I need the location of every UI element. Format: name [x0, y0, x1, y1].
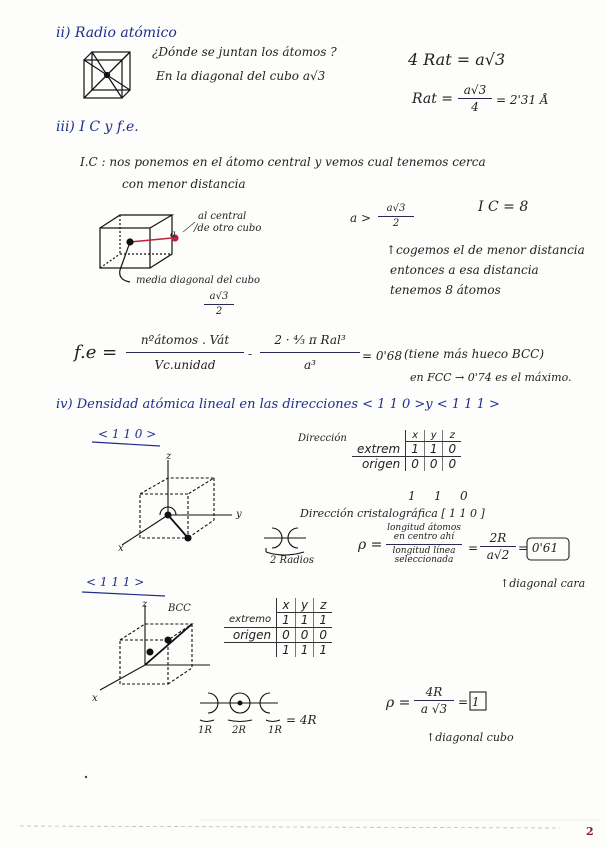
cube-111-sketch	[100, 605, 210, 690]
ic-media-fraction	[204, 292, 234, 317]
fe-lhs: f.e =	[74, 342, 118, 363]
ic-result: I C = 8	[478, 199, 529, 215]
atoms-4r-sketch	[200, 693, 280, 722]
fe-num1: nºátomos . Vát	[140, 333, 230, 347]
dir110-table: x y z extrem 1 1 0 origen 0 0 0	[352, 430, 461, 471]
radio-answer: En la diagonal del cubo a√3	[156, 69, 326, 83]
ic-cube-sketch	[100, 215, 178, 282]
ic-ineq: a >	[350, 211, 372, 225]
section-iv-heading: iv) Densidad atómica lineal en las direcciones < 1 1 0 >y < 1 1 1 >	[56, 397, 500, 412]
ic-ineq-num: a√3	[386, 203, 406, 214]
ic-label-central: al central	[198, 211, 247, 222]
dir110-axis-y: y	[236, 509, 242, 520]
dir110-sum-y: 1	[434, 489, 442, 503]
fe-fraction-2	[260, 334, 360, 371]
fe-fraction-1	[126, 334, 244, 371]
fe-den2: a³	[304, 358, 316, 372]
ic-media-num: a√3	[209, 291, 229, 302]
ic-label-otro: /de otro cubo	[194, 223, 262, 234]
ic-label-media: media diagonal del cubo	[136, 275, 261, 286]
fe-note1: (tiene más hueco BCC)	[404, 347, 544, 361]
dir110-rho-eq: =	[468, 541, 479, 555]
fe-note2: en FCC → 0'74 es el máximo.	[410, 371, 572, 384]
ic-ineq-den: 2	[392, 218, 400, 229]
dir111-axis-z: z	[142, 599, 148, 610]
dir111-axis-x: x	[92, 693, 98, 704]
fe-num2: 2 · ⁴⁄₃ π Ral³	[274, 333, 346, 347]
dir111-r3: 1R	[268, 725, 282, 736]
section-iii-heading: iii) I C y f.e.	[56, 119, 139, 135]
dir111-r1: 1R	[198, 725, 212, 736]
dir110-rho-words: longitud átomos en centro ahí longitud línea seleccionada	[387, 523, 461, 565]
dir110-rho-result: = 0'61	[518, 541, 559, 555]
dir110-axis-z: z	[166, 451, 172, 462]
cube-110-sketch	[122, 460, 232, 545]
ic-line2: con menor distancia	[122, 177, 246, 191]
cube-diagonal-sketch	[84, 52, 130, 98]
ic-note2: entonces a esa distancia	[390, 263, 539, 277]
dir110-caption: Dirección cristalográfica [ 1 1 0 ]	[300, 507, 485, 520]
dir110-heading: < 1 1 0 >	[98, 427, 157, 441]
section-ii-heading: ii) Radio atómico	[56, 25, 177, 41]
dir111-heading: < 1 1 1 >	[86, 575, 145, 589]
dir111-rho-fraction: 4R a √3	[414, 686, 454, 715]
radio-eq2-den: 4	[471, 100, 479, 114]
dir110-rho: ρ =	[358, 537, 383, 553]
dir111-diag-note: ↑diagonal cubo	[426, 731, 514, 744]
dir111-r2: 2R	[232, 725, 246, 736]
dir110-axis-x: x	[118, 543, 124, 554]
ic-line1: I.C : nos ponemos en el átomo central y vemos cual tenemos cerca	[80, 155, 486, 169]
ic-media-den: 2	[215, 306, 223, 317]
radio-eq2-rhs: = 2'31 Å	[496, 93, 549, 107]
fe-den1: Vc.unidad	[154, 358, 216, 372]
fe-result: = 0'68	[362, 349, 403, 363]
two-radios-sketch	[264, 528, 306, 555]
dir110-label: Dirección	[298, 433, 347, 444]
dir110-sum-x: 1	[408, 489, 416, 503]
heading-underline-111	[82, 592, 165, 596]
dir110-rho-fraction: 2R a√2	[480, 532, 516, 561]
ic-note1: ↑cogemos el de menor distancia	[386, 243, 585, 257]
radio-question: ¿Dónde se juntan los átomos ?	[152, 45, 337, 59]
dir111-rho: ρ =	[386, 695, 411, 711]
dir111-sum: = 4R	[286, 713, 317, 727]
dir111-table: x y z extremo 1 1 1 origen 0 0 0 1 1 1	[224, 598, 332, 657]
heading-underline-110	[92, 442, 160, 446]
ic-note3: tenemos 8 átomos	[390, 283, 501, 297]
ic-label-a: a	[170, 229, 176, 240]
dir111-bcc: BCC	[168, 603, 191, 614]
notes-page: ii) Radio atómico ¿Dónde se juntan los átomos ? En la diagonal del cubo a√3 4 Rat = a√3 Rat = a√3 4 = 2'31 Å iii) I C y f.e. I.C : nos ponemos en el átomo central y vemos cual tenemos cerca con menor distancia al central /de otro cubo a media diagonal del cubo a√3 2 a > a√3 2 I C = 8 ↑cogemos el de menor distancia entonces a esa distancia tenemos 8 átomos f.e = nºátomos . Vát Vc.unidad - 2 · ⁴⁄₃ π Ral³ a³ = 0'68 (tiene más hueco BCC) en FCC → 0'74 es el máximo. iv) Densidad atómica lineal en las direcciones < 1 1 0 >y < 1 1 1 > < 1 1 0 > Dirección x y z extrem 1 1 0 origen 0 0 0 1 1 0 Dirección cristalográfica [ 1 1 0 ] z y x 2 Radios ρ = longitud átomos en centro ahí longitud línea seleccionada = 2R a√2 = 0'61 ↑diagonal cara < 1 1 1 > BCC z x x y z extremo 1 1 1 origen 0 0 0 1 1 1 1R 2R 1R = 4R ρ = 4R a √3 = 1 ↑diagonal cubo 2	[0, 0, 606, 848]
dir111-rho-result: = 1	[458, 695, 480, 709]
radio-eq2-num: a√3	[463, 83, 487, 97]
radio-eq2-lhs: Rat =	[412, 91, 454, 107]
radio-eq2-fraction	[458, 84, 492, 113]
radio-eq1: 4 Rat = a√3	[408, 50, 506, 69]
dir110-sum-z: 0	[460, 489, 468, 503]
dir110-radios-label: 2 Radios	[270, 555, 315, 566]
dir110-diag-note: ↑diagonal cara	[500, 577, 586, 590]
ic-ineq-fraction	[378, 204, 414, 229]
page-number: 2	[586, 825, 594, 838]
